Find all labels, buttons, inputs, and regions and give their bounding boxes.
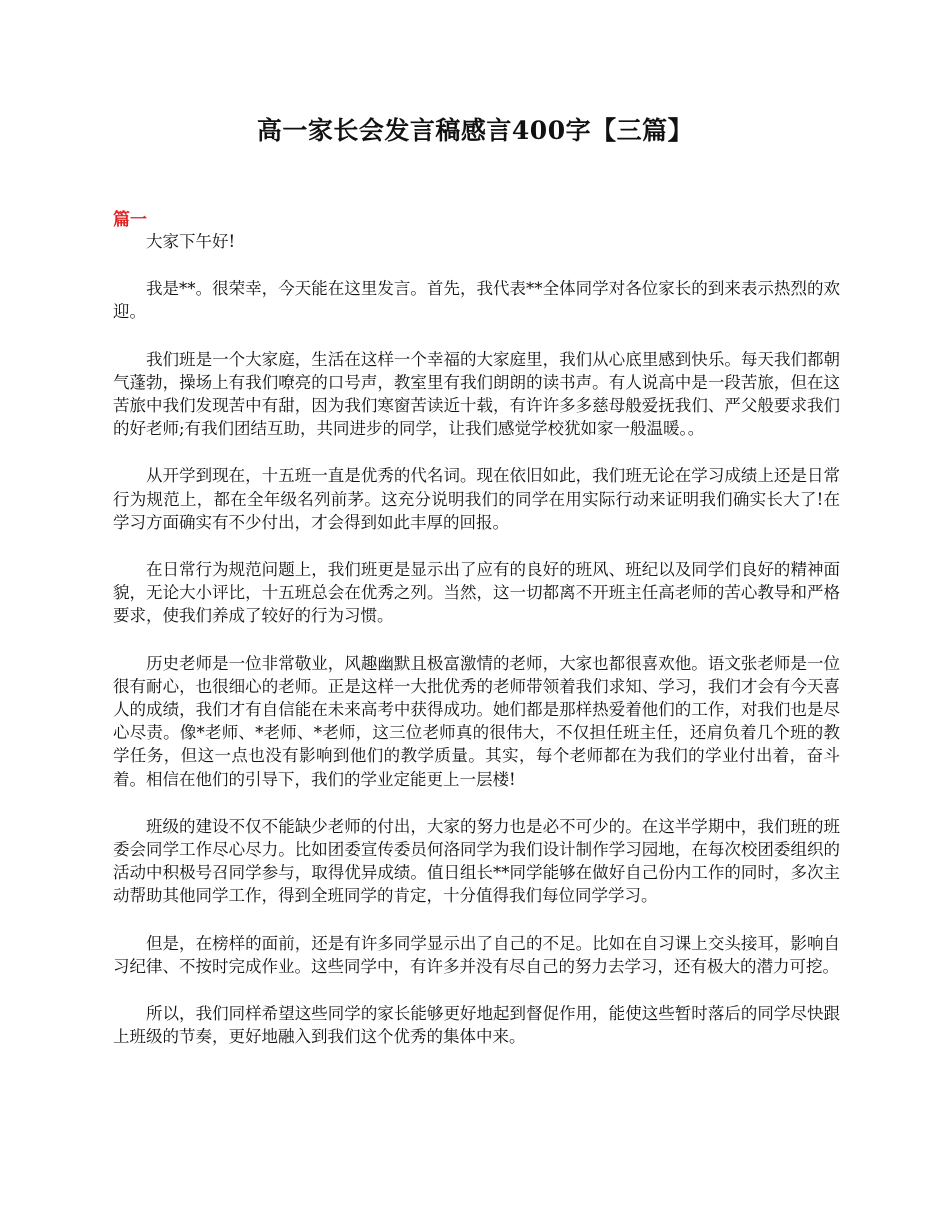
- paragraph-greeting: 大家下午好!: [146, 232, 236, 251]
- paragraph: 从开学到现在，十五班一直是优秀的代名词。现在依旧如此，我们班无论在学习成绩上还是日常行为规范上，都在全年级名列前茅。这充分说明我们的同学在用实际行动来证明我们确实长大了!在学习方面确实有不少付出，才会得到如此丰厚的回报。: [113, 466, 840, 532]
- paragraph: 在日常行为规范问题上，我们班更是显示出了应有的良好的班风、班纪以及同学们良好的精神面貌，无论大小评比，十五班总会在优秀之列。当然，这一切都离不开班主任高老师的苦心教导和严格要求，使我们养成了较好的行为习惯。: [113, 560, 840, 626]
- section-label: 篇一: [113, 210, 147, 230]
- document-title: 高一家长会发言稿感言400字【三篇】: [256, 116, 694, 145]
- paragraph: 我们班是一个大家庭，生活在这样一个幸福的大家庭里，我们从心底里感到快乐。每天我们都朝气蓬勃，操场上有我们嘹亮的口号声，教室里有我们朗朗的读书声。有人说高中是一段苦旅，但在这苦旅中我们发现苦中有甜，因为我们寒窗苦读近十载，有许许多多慈母般爱抚我们、严父般要求我们的好老师;有我们团结互助，共同进步的同学，让我们感觉学校犹如家一般温暖。。: [113, 349, 840, 439]
- document-body: [113, 230, 840, 1072]
- paragraph: 但是，在榜样的面前，还是有许多同学显示出了自己的不足。比如在自习课上交头接耳，影响自习纪律、不按时完成作业。这些同学中，有许多并没有尽自己的努力去学习，还有极大的潜力可挖。: [113, 933, 840, 976]
- paragraph: 我是**。很荣幸，今天能在这里发言。首先，我代表**全体同学对各位家长的到来表示热烈的欢迎。: [113, 279, 840, 322]
- paragraph: 历史老师是一位非常敬业，风趣幽默且极富激情的老师，大家也都很喜欢他。语文张老师是一位很有耐心，也很细心的老师。正是这样一大批优秀的老师带领着我们求知、学习，我们才会有今天喜人的成绩，我们才有自信能在未来高考中获得成功。她们都是那样热爱着他们的工作，对我们也是尽心尽责。像*老师、*老师、*老师，这三位老师真的很伟大，不仅担任班主任，还肩负着几个班的教学任务，但这一点也没有影响到他们的教学质量。其实，每个老师都在为我们的学业付出着，奋斗着。相信在他们的引导下，我们的学业定能更上一层楼!: [113, 653, 840, 789]
- paragraph: 所以，我们同样希望这些同学的家长能够更好地起到督促作用，能使这些暂时落后的同学尽快跟上班级的节奏，更好地融入到我们这个优秀的集体中来。: [113, 1004, 840, 1047]
- paragraph: 班级的建设不仅不能缺少老师的付出，大家的努力也是必不可少的。在这半学期中，我们班的班委会同学工作尽心尽力。比如团委宣传委员何洛同学为我们设计制作学习园地，在每次校团委组织的活动中积极号召同学参与，取得优异成绩。值日组长**同学能够在做好自己份内工作的同时，多次主动帮助其他同学工作，得到全班同学的肯定，十分值得我们每位同学学习。: [113, 816, 840, 906]
